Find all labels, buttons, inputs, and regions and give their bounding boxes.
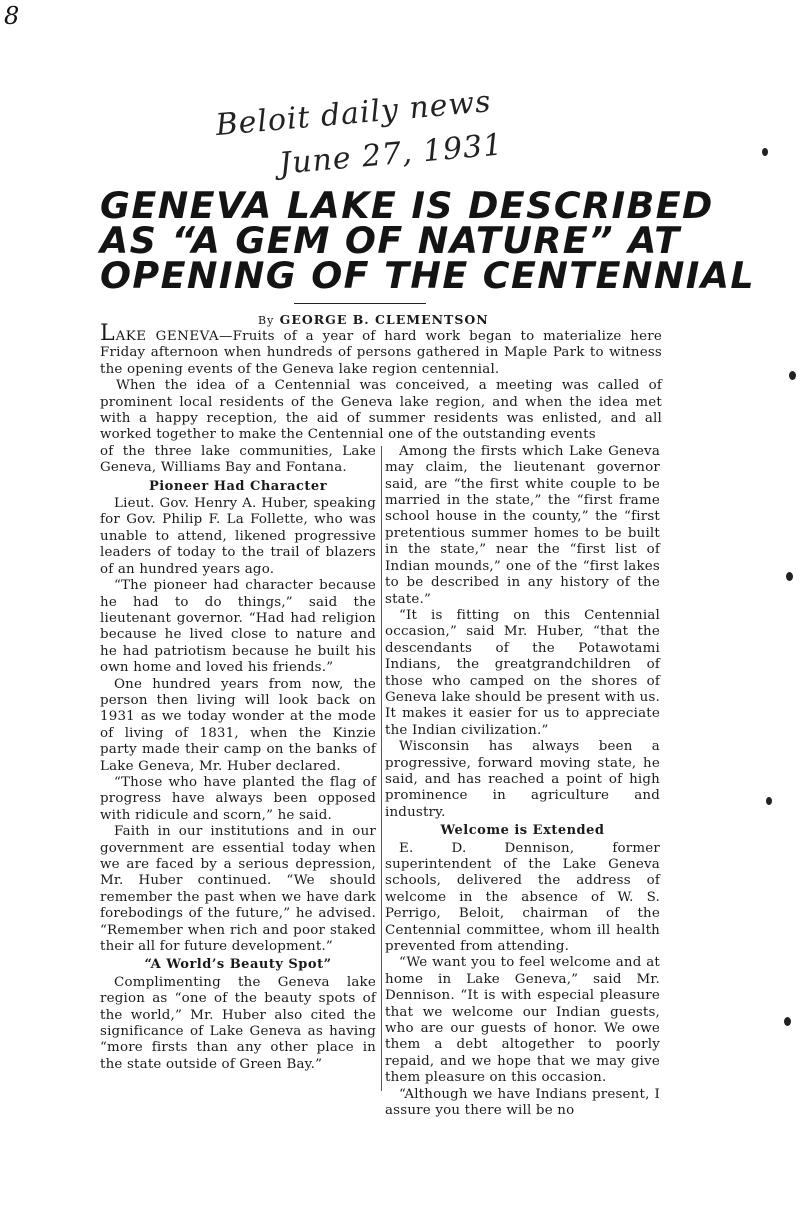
left-paragraph-continued: of the three lake communities, Lake Geneva, Williams Bay and Fontana.	[100, 443, 376, 476]
right-paragraph: “We want you to feel welcome and at home in Lake Geneva,” said Mr. Dennison. “It is with especial pleasure that we welcome our Indian guests, who are our guests of honor. We owe them a debt altogether to poorly repaid, and we hope that we may give them pleasure on this occasion.	[385, 955, 660, 1086]
subhead-pioneer: Pioneer Had Character	[148, 478, 328, 494]
scan-hole-mark	[789, 371, 796, 380]
byline	[100, 312, 662, 327]
left-paragraph: Complimenting the Geneva lake region as “one of the beauty spots of the world,” Mr. Huber also cited the significance of Lake Geneva as having “more firsts than any other place in the state outside of Green Bay.”	[100, 974, 376, 1072]
right-paragraph: “Although we have Indians present, I assure you there will be no	[385, 1086, 660, 1119]
headline-line-2: AS “A GEM OF NATURE” AT	[100, 219, 681, 262]
scan-hole-mark	[766, 797, 772, 805]
scan-hole-mark	[762, 148, 768, 156]
left-paragraph: “The pioneer had character because he had to do things,” said the lieutenant governor. “Had had religion because he lived close to nature and he had patriotism because he built his own home and loved his friends.”	[100, 578, 376, 676]
left-paragraph: Faith in our institutions and in our government are essential today when we are faced by a serious depression, Mr. Huber continued. “We should remember the past when we have dark forebodings of the future,” he advised. “Remember when rich and poor staked their all for future development.”	[100, 824, 376, 955]
subhead-welcome: Welcome is Extended	[440, 823, 605, 839]
right-paragraph: Wisconsin has always been a progressive, forward moving state, he said, and has reached a point of high prominence in agriculture and industry.	[385, 739, 660, 820]
lead-paragraph-2: When the idea of a Centennial was conceived, a meeting was called of prominent local residents of the Geneva lake region, and when the idea met with a happy reception, the aid of summer residents was enlisted, and all worked together to make the Centennial one of the outstanding events	[100, 378, 662, 443]
scan-hole-mark	[786, 572, 793, 581]
byline-prefix: By	[258, 314, 275, 327]
right-column	[385, 444, 660, 1120]
subhead-beauty-spot: “A World’s Beauty Spot”	[144, 957, 332, 973]
headline-line-1: GENEVA LAKE IS DESCRIBED	[100, 184, 714, 227]
lead-paragraph-1-text: —Fruits of a year of hard work began to materialize here Friday afternoon when hundreds of persons gathered in Maple Park to witness the opening events of the Geneva lake region centennial.	[100, 329, 662, 377]
byline-author: GEORGE B. CLEMENTSON	[279, 312, 489, 327]
dateline: AKE GENEVA	[115, 329, 220, 344]
left-paragraph: “Those who have planted the flag of progress have always been opposed with ridicule and scorn,” he said.	[100, 774, 376, 823]
column-divider	[381, 446, 382, 1091]
headline-rule	[294, 303, 426, 304]
left-column	[100, 444, 376, 1073]
headline-line-3: OPENING OF THE CENTENNIAL	[100, 254, 756, 297]
lead-paragraph-1	[100, 321, 662, 378]
left-paragraph: One hundred years from now, the person then living will look back on 1931 as we today wonder at the mode of living of 1831, when the Kinzie party made their camp on the banks of Lake Geneva, Mr. Huber declared.	[100, 676, 376, 774]
handwritten-date: June 27, 1931	[277, 127, 505, 182]
scan-hole-mark	[784, 1017, 791, 1026]
right-paragraph: “It is fitting on this Centennial occasion,” said Mr. Huber, “that the descendants of the Potawotami Indians, the greatgrandchildren of those who camped on the shores of Geneva lake should be present with us. It makes it easier for us to appreciate the Indian civilization.”	[385, 607, 660, 738]
lead-paragraphs	[100, 321, 662, 444]
page-number: 8	[4, 2, 20, 30]
newspaper-clipping	[100, 184, 756, 1119]
right-paragraph: E. D. Dennison, former superintendent of the Lake Geneva schools, delivered the address of welcome in the absence of W. S. Perrigo, Beloit, chairman of the Centennial committee, whom ill health prevented from attending.	[385, 840, 660, 955]
left-paragraph: Lieut. Gov. Henry A. Huber, speaking for Gov. Philip F. La Follette, who was unable to attend, likened progressive leaders of today to the trail of blazers of an hundred years ago.	[100, 496, 376, 577]
right-paragraph: Among the firsts which Lake Geneva may claim, the lieutenant governor said, are “the first white couple to be married in the state,” the “first frame school house in the county,” the “first pretentious summer homes to be built in the state,” near the “first list of Indian mounds,” one of the “first lakes to be described in any history of the state.”	[385, 443, 660, 607]
handwritten-source: Beloit daily news	[214, 84, 493, 144]
headline	[100, 184, 756, 297]
drop-cap: L	[100, 321, 116, 346]
